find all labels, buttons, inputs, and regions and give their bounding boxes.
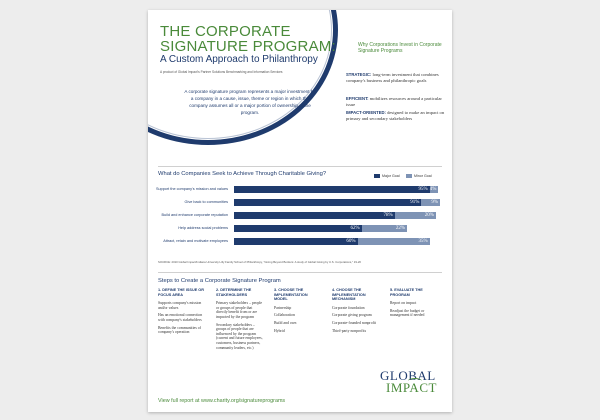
why-point-text: mobilizes resources around a particular issue bbox=[346, 96, 442, 107]
logo-line-global: GLOBAL bbox=[380, 368, 436, 383]
why-point-strategic bbox=[346, 72, 446, 83]
global-impact-logo bbox=[380, 370, 444, 394]
bar-major: 62% bbox=[234, 225, 362, 232]
step-heading: 3. CHOOSE THE IMPLEMENTATION MODEL bbox=[274, 288, 308, 302]
steps-title: Steps to Create a Corporate Signature Program bbox=[158, 278, 281, 284]
bar-minor: 4% bbox=[429, 187, 437, 192]
why-point-label: IMPACT-ORIENTED: bbox=[346, 110, 386, 115]
why-point-text: designed to make an impact on primary and secondary stakeholders bbox=[346, 110, 445, 121]
bar-category-label: Attract, retain and motivate employees bbox=[163, 239, 228, 243]
step-detail: Partnership bbox=[274, 305, 292, 310]
step-heading: 5. EVALUATE THE PROGRAM bbox=[390, 288, 423, 297]
step-detail: Collaboration bbox=[274, 313, 295, 318]
step-detail: Primary stakeholders – people or groups of people that directly benefit from or are impacted by the program bbox=[216, 301, 263, 319]
step-detail: Secondary stakeholders – groups of people that are influenced by the program (current and future employees, customers, business partners, community leaders, etc.) bbox=[216, 322, 263, 350]
step-detail: Corporate giving program bbox=[332, 313, 372, 318]
step-detail: Has an emotional connection with company's stakeholders bbox=[158, 313, 203, 322]
lead-paragraph: A corporate signature program represents a major investment by a company in a cause, issue, theme or region in which the company assumes all or a major portion of ownership of the program. bbox=[184, 89, 316, 115]
step-column bbox=[332, 288, 380, 336]
bar-category-label: Give back to communities bbox=[184, 200, 228, 204]
step-detail: Benefits the communities of company's operation bbox=[158, 325, 201, 335]
credit-line: A product of Global Impact's Partner Solutions Benchmarking and Information Services bbox=[160, 70, 283, 74]
bar-row bbox=[158, 238, 442, 245]
step-detail: Supports company's mission and/or values bbox=[158, 301, 202, 310]
bar-category-label: Support the company's mission and values bbox=[155, 187, 228, 191]
why-point-label: EFFICIENT: bbox=[346, 96, 369, 101]
bar-minor: 9% bbox=[421, 199, 440, 206]
bar-category-label: Build and enhance corporate reputation bbox=[161, 213, 228, 217]
bar-row bbox=[158, 212, 442, 219]
step-column bbox=[390, 288, 438, 321]
step-detail: Readjust the budget or management if needed bbox=[390, 308, 425, 318]
logo-swoosh-icon bbox=[408, 378, 422, 384]
step-detail: Corporate-founded nonprofit bbox=[332, 320, 376, 325]
step-column bbox=[158, 288, 206, 338]
step-heading: 4. CHOOSE THE IMPLEMENTATION MECHANISM bbox=[332, 288, 366, 302]
chart-title: What do Companies Seek to Achieve Through Charitable Giving? bbox=[158, 171, 327, 177]
bar-row bbox=[155, 186, 442, 193]
why-point-efficient bbox=[346, 96, 446, 107]
page-subtitle: A Custom Approach to Philanthropy bbox=[160, 54, 318, 65]
infographic-sheet bbox=[148, 10, 452, 412]
legend-minor bbox=[406, 174, 432, 178]
step-detail: Build and own bbox=[274, 320, 297, 325]
step-column bbox=[274, 288, 322, 336]
legend-major bbox=[374, 174, 400, 178]
why-point-impact bbox=[346, 110, 446, 121]
footer-link[interactable]: View full report at www.charity.org/signatureprograms bbox=[158, 398, 286, 404]
section-divider bbox=[158, 272, 442, 273]
bar-minor: 22% bbox=[362, 225, 407, 232]
why-point-label: STRATEGIC: bbox=[346, 72, 372, 77]
step-detail: Corporate foundation bbox=[332, 305, 365, 310]
bar-major: 60% bbox=[234, 238, 358, 245]
legend-swatch-minor bbox=[406, 174, 412, 178]
step-detail: Hybrid bbox=[274, 328, 285, 333]
bar-major: 91% bbox=[234, 199, 421, 206]
bar-minor: 20% bbox=[395, 212, 436, 219]
why-heading: Why Corporations Invest in Corporate Signature Programs bbox=[358, 42, 442, 54]
bar-row bbox=[158, 199, 442, 206]
bar-major: 78% bbox=[234, 212, 395, 219]
legend-swatch-major bbox=[374, 174, 380, 178]
step-column bbox=[216, 288, 264, 353]
bar-category-label: Help address social problems bbox=[178, 226, 228, 230]
section-divider bbox=[158, 166, 442, 167]
why-point-text: long-term investment that combines company's business and philanthropic goals bbox=[346, 72, 439, 83]
step-heading: 1. DEFINE THE ISSUE OR FOCUS AREA bbox=[158, 288, 204, 297]
bar-major: 95% bbox=[234, 186, 430, 193]
page-title: THE CORPORATE SIGNATURE PROGRAM: bbox=[160, 23, 336, 55]
legend-label-minor: Minor Goal bbox=[414, 174, 432, 178]
chart-source: SOURCE: 2010 Global Impact/Indiana University Lilly Family School of Philanthropy, "Giving Beyond Borders: A study of Global Giving by U.S. Corporations," 19-20 bbox=[158, 260, 361, 264]
legend-label-major: Major Goal bbox=[382, 174, 400, 178]
step-heading: 2. DETERMINE THE STAKEHOLDERS bbox=[216, 288, 252, 297]
step-detail: Third-party nonprofits bbox=[332, 328, 367, 333]
logo-line-impact: IMPACT bbox=[386, 380, 437, 395]
bar-row bbox=[158, 225, 442, 232]
step-detail: Report on impact bbox=[390, 301, 417, 306]
bar-minor: 35% bbox=[358, 238, 430, 245]
